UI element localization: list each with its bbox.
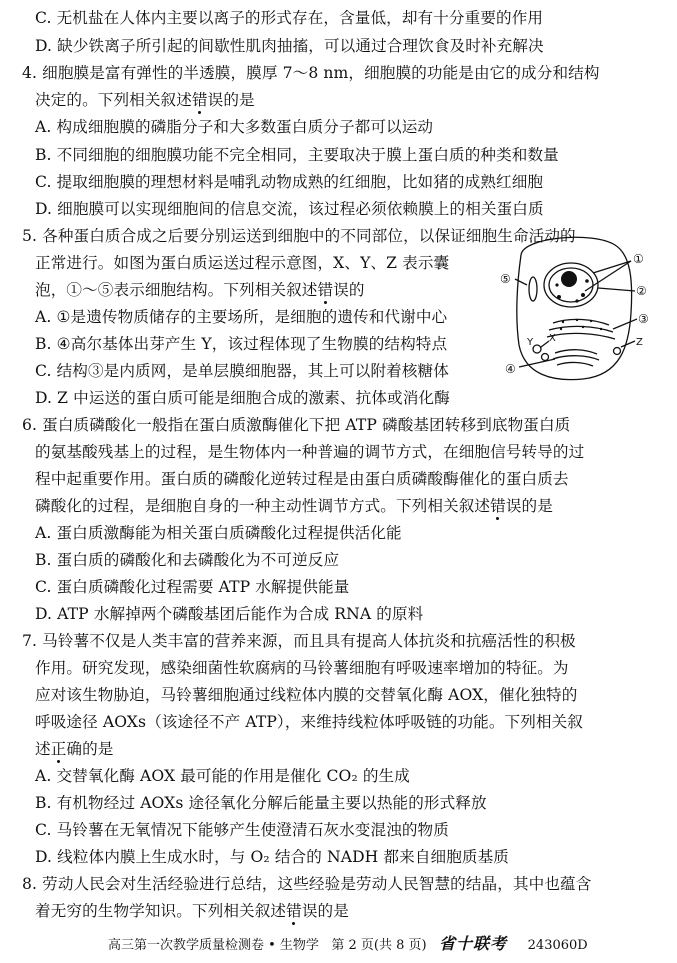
- q7-option-b: B. 有机物经过 AOXs 途径氧化分解后能量主要以热能的形式释放: [35, 794, 487, 812]
- footer: [108, 935, 588, 955]
- footer-code: 243060D: [527, 938, 588, 953]
- q7-stem-line2: 作用。研究发现，感染细菌性软腐病的马铃薯细胞有呼吸速率增加的特征。为: [35, 659, 569, 677]
- q4-stem-line1: 4. 细胞膜是富有弹性的半透膜，膜厚 7～8 nm，细胞膜的功能是由它的成分和结构: [22, 64, 600, 82]
- q5-stem-line2: 正常进行。如图为蛋白质运送过程示意图，X、Y、Z 表示囊: [35, 254, 450, 272]
- q5-stem-line1: 5. 各种蛋白质合成之后要分别运送到细胞中的不同部位，以保证细胞生命活动的: [22, 227, 576, 245]
- pointer-5: [515, 279, 527, 285]
- label-x: X: [549, 333, 556, 344]
- golgi-cisterna-2: [553, 356, 599, 360]
- er-fold-1: [553, 319, 609, 325]
- q6-option-d: D. ATP 水解掉两个磷酸基团后能作为合成 RNA 的原料: [35, 605, 424, 623]
- footer-page: 第 2 页(共 8 页): [331, 938, 427, 953]
- mitochondrion: [529, 277, 537, 301]
- q7-stem-line3: 应对该生物胁迫，马铃薯细胞通过线粒体内膜的交替氧化酶 AOX，催化独特的: [35, 686, 578, 704]
- footer-seal: 省十联考: [438, 934, 507, 953]
- q4-option-b: B. 不同细胞的细胞膜功能不完全相同，主要取决于膜上蛋白质的种类和数量: [35, 146, 559, 164]
- q6-option-b: B. 蛋白质的磷酸化和去磷酸化为不可逆反应: [35, 551, 340, 569]
- q5-option-b: B. ④高尔基体出芽产生 Y，该过程体现了生物膜的结构特点: [35, 335, 448, 353]
- q4-option-d: D. 细胞膜可以实现细胞间的信息交流，该过程必须依赖膜上的相关蛋白质: [35, 200, 544, 218]
- nucleolus: [561, 271, 577, 287]
- emphasis-char: 正: [50, 740, 67, 758]
- label-3: ③: [638, 312, 649, 326]
- q3-option-c: C. 无机盐在人体内主要以离子的形式存在，含量低，却有十分重要的作用: [35, 9, 544, 27]
- pointer-1b: [585, 261, 631, 291]
- pointer-1a: [593, 261, 631, 273]
- label-2: ②: [636, 284, 647, 298]
- q5-option-a: A. ①是遗传物质储存的主要场所，是细胞的遗传和代谢中心: [35, 308, 448, 326]
- q7-option-a: A. 交替氧化酶 AOX 最可能的作用是催化 CO₂ 的生成: [35, 767, 410, 785]
- pointer-2: [598, 288, 635, 291]
- q5-stem-line3: 泡，①～⑤表示细胞结构。下列相关叙述错误的: [35, 281, 365, 299]
- q8-stem-line2: 着无穷的生物学知识。下列相关叙述错误的是: [35, 902, 349, 920]
- arrow-z: [621, 341, 635, 347]
- arrow-x: [541, 341, 549, 347]
- emphasis-char: 错: [191, 91, 208, 109]
- golgi-cisterna-1: [555, 350, 597, 354]
- cell-membrane: [517, 237, 632, 379]
- q7-option-d: D. 线粒体内膜上生成水时，与 O₂ 结合的 NADH 都来自细胞质基质: [35, 848, 509, 866]
- golgi-cisterna-3: [557, 362, 593, 366]
- label-1: ①: [633, 252, 644, 266]
- q4-stem-line2: 决定的。下列相关叙述错误的是: [35, 91, 255, 109]
- label-z: Z: [636, 337, 643, 348]
- vesicle-z: [614, 348, 621, 355]
- q4-option-c: C. 提取细胞膜的理想材料是哺乳动物成熟的红细胞，比如猪的成熟红细胞: [35, 173, 544, 191]
- q5-option-d: D. Z 中运送的蛋白质可能是细胞合成的激素、抗体或消化酶: [35, 389, 450, 407]
- q5-option-c: C. 结构③是内质网，是单层膜细胞器，其上可以附着核糖体: [35, 362, 449, 380]
- footer-title: 高三第一次教学质量检测卷 • 生物学: [108, 938, 319, 953]
- emphasis-char: 错: [286, 902, 302, 920]
- q6-option-a: A. 蛋白质激酶能为相关蛋白质磷酸化过程提供活化能: [35, 524, 402, 542]
- er-fold-3: [547, 333, 615, 339]
- q3-option-d: D. 缺少铁离子所引起的间歇性肌肉抽搐，可以通过合理饮食及时补充解决: [35, 37, 544, 55]
- er-fold-2: [549, 326, 613, 332]
- vesicle-y: [533, 345, 541, 353]
- vesicle-x: [542, 354, 549, 361]
- q4-option-a: A. 构成细胞膜的磷脂分子和大多数蛋白质分子都可以运动: [35, 118, 434, 136]
- protein-transport-diagram: [497, 233, 665, 385]
- q6-stem-line1: 6. 蛋白质磷酸化一般指在蛋白质激酶催化下把 ATP 磷酸基团转移到底物蛋白质: [22, 416, 571, 434]
- q7-stem-line4: 呼吸途径 AOXs（该途径不产 ATP），来维持线粒体呼吸链的功能。下列相关叙: [35, 713, 584, 731]
- q7-option-c: C. 马铃薯在无氧情况下能够产生使澄清石灰水变混浊的物质: [35, 821, 449, 839]
- q6-stem-line4: 磷酸化的过程，是细胞自身的一种主动性调节方式。下列相关叙述错误的是: [35, 497, 553, 515]
- q8-stem-line1: 8. 劳动人民会对生活经验进行总结，这些经验是劳动人民智慧的结晶，其中也蕴含: [22, 875, 592, 893]
- label-4: ④: [505, 362, 516, 376]
- q6-stem-line2: 的氨基酸残基上的过程，是生物体内一种普遍的调节方式，在细胞信号转导的过: [35, 443, 585, 461]
- label-y: Y: [527, 337, 534, 348]
- emphasis-char: 错: [490, 497, 506, 515]
- q6-option-c: C. 蛋白质磷酸化过程需要 ATP 水解提供能量: [35, 578, 350, 596]
- q6-stem-line3: 程中起重要作用。蛋白质的磷酸化逆转过程是由蛋白质磷酸酶催化的蛋白质去: [35, 470, 569, 488]
- q7-stem-line1: 7. 马铃薯不仅是人类丰富的营养来源，而且具有提高人体抗炎和抗癌活性的积极: [22, 632, 576, 650]
- pointer-3: [613, 319, 637, 329]
- label-5: ⑤: [500, 272, 511, 286]
- emphasis-char: 错: [317, 281, 334, 299]
- q7-stem-line5: 述正确的是: [35, 740, 114, 758]
